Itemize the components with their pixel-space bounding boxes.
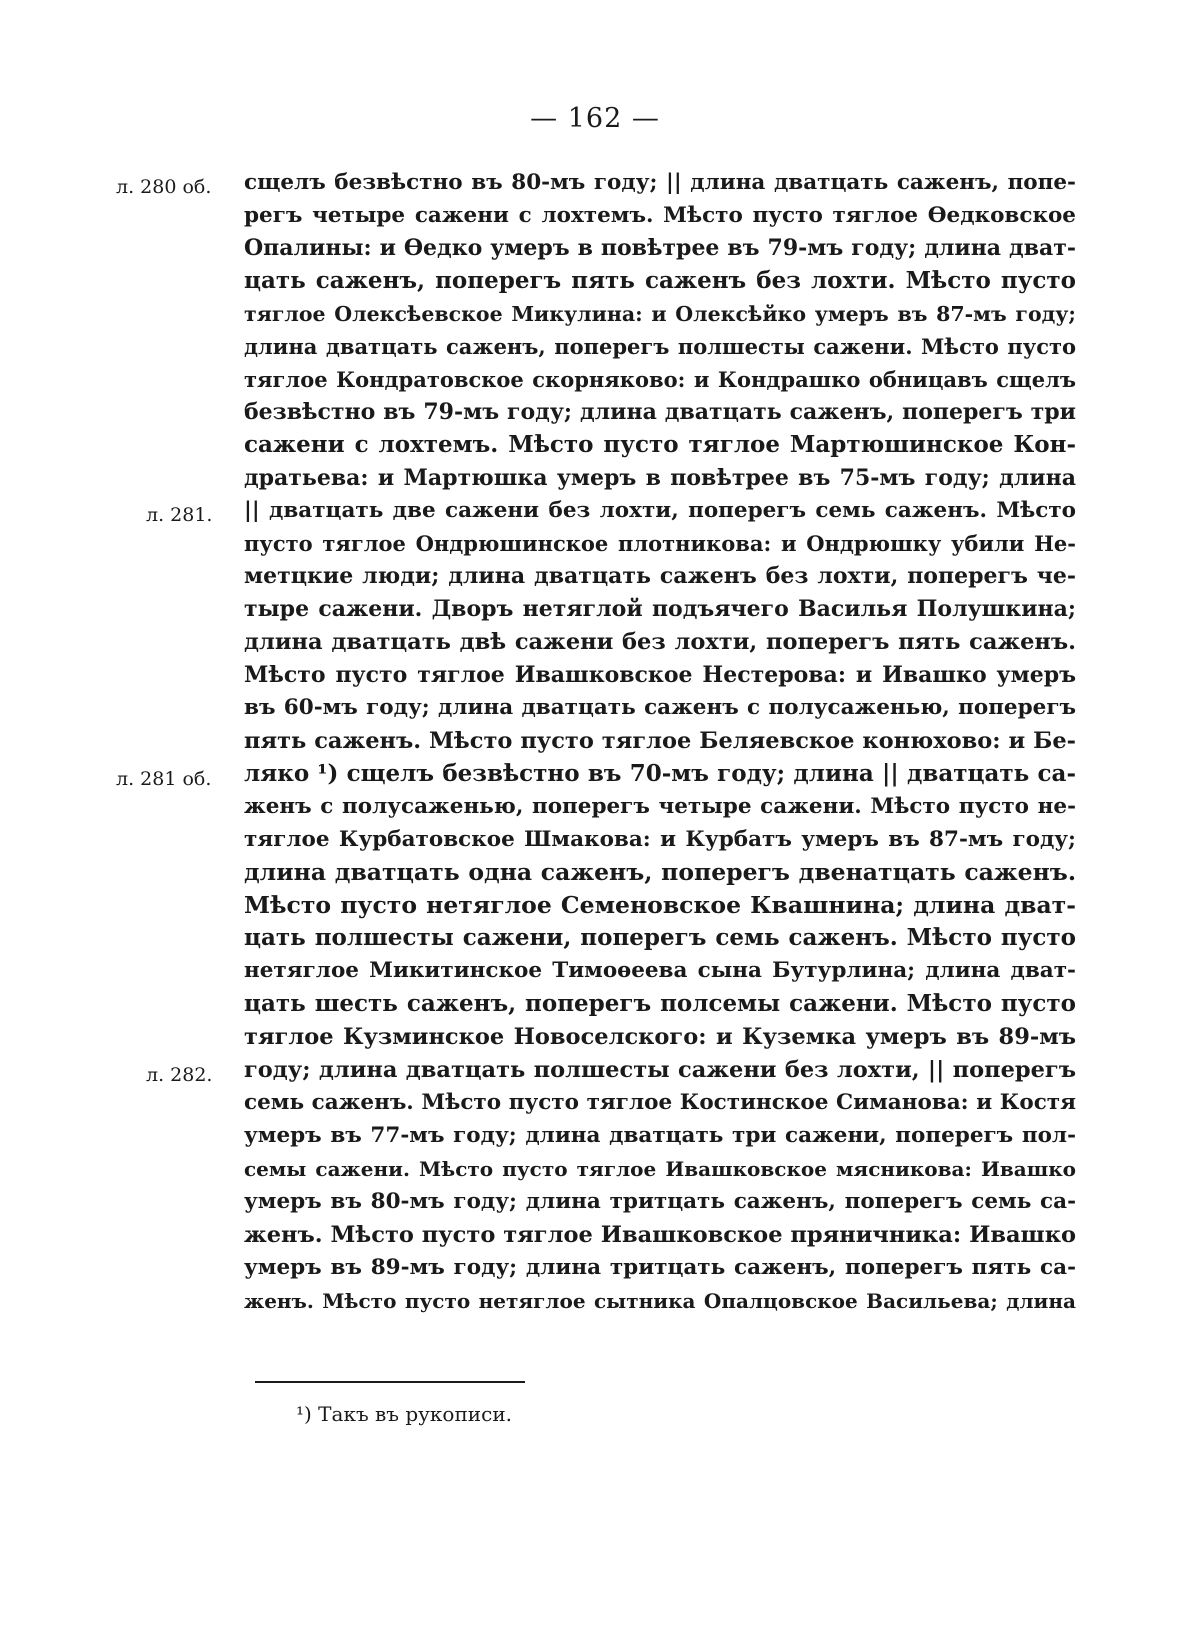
text-line: нетяглое Микитинское Тимоѳеева сына Бутурлина; длина дват- (244, 958, 1076, 983)
text-line: тяглое Кузминское Новоселского: и Куземка умеръ въ 89-мъ (244, 1024, 1076, 1050)
text-line: длина дватцать саженъ, поперегъ полшесты сажени. Мѣсто пусто (244, 334, 1076, 359)
text-line: сщелъ безвѣстно въ 80-мъ году; || длина дватцать саженъ, попе- (244, 170, 1076, 195)
text-line: длина дватцать двѣ сажени без лохти, поперегъ пять саженъ. (244, 629, 1076, 655)
text-line: цать саженъ, поперегъ пять саженъ без лохти. Мѣсто пусто (244, 267, 1076, 294)
page-number: — 162 — (530, 103, 660, 134)
margin-note-leaf-282: л. 282. (146, 1064, 213, 1086)
margin-note-leaf-281: л. 281. (146, 504, 213, 526)
text-line: безвѣстно въ 79-мъ году; длина дватцать саженъ, поперегъ три (244, 399, 1076, 425)
text-line: пусто тяглое Ондрюшинское плотникова: и Ондрюшку убили Не- (244, 531, 1076, 556)
margin-note-leaf-281-verso: л. 281 об. (116, 768, 212, 790)
text-line: Мѣсто пусто нетяглое Семеновское Квашнина; длина дват- (244, 891, 1076, 919)
text-line: семь саженъ. Мѣсто пусто тяглое Костинское Симанова: и Костя (244, 1090, 1076, 1115)
text-line: тяглое Олексѣевское Микулина: и Олексѣйко умеръ въ 87-мъ году; (244, 302, 1076, 326)
text-line: женъ. Мѣсто пусто нетяглое сытника Опалцовское Васильева; длина (244, 1289, 1076, 1313)
text-line: метцкие люди; длина дватцать саженъ без лохти, поперегъ че- (244, 563, 1076, 589)
text-line: цать шесть саженъ, поперегъ полсемы сажени. Мѣсто пусто (244, 990, 1076, 1017)
margin-note-leaf-280-verso: л. 280 об. (116, 176, 212, 198)
text-line: сажени с лохтемъ. Мѣсто пусто тяглое Мартюшинское Кон- (244, 431, 1076, 458)
text-line: умеръ въ 77-мъ году; длина дватцать три сажени, поперегъ пол- (244, 1123, 1076, 1148)
text-line: Мѣсто пусто тяглое Ивашковское Нестерова: и Ивашко умеръ (244, 662, 1076, 688)
footnote-divider (255, 1381, 525, 1383)
text-line: женъ с полусаженью, поперегъ четыре сажени. Мѣсто пусто не- (244, 794, 1076, 819)
text-line: семы сажени. Мѣсто пусто тяглое Ивашковское мясникова: Ивашко (244, 1157, 1076, 1181)
text-line: въ 60-мъ году; длина дватцать саженъ с полусаженью, поперегъ (244, 695, 1076, 720)
text-line: Опалины: и Ѳедко умеръ в повѣтрее въ 79-мъ году; длина дват- (244, 235, 1076, 261)
text-line: || дватцать две сажени без лохти, поперегъ семь саженъ. Мѣсто (244, 498, 1076, 523)
text-line: женъ. Мѣсто пусто тяглое Ивашковское пряничника: Ивашко (244, 1222, 1076, 1248)
text-line: ляко ¹) сщелъ безвѣстно въ 70-мъ году; длина || дватцать са- (244, 760, 1076, 787)
text-line: тыре сажени. Дворъ нетяглой подъячего Василья Полушкина; (244, 596, 1076, 622)
text-line: умеръ въ 80-мъ году; длина тритцать саженъ, поперегъ семь са- (244, 1189, 1076, 1214)
footnote: ¹) Такъ въ рукописи. (296, 1402, 513, 1426)
text-line: пять саженъ. Мѣсто пусто тяглое Беляевское конюхово: и Бе- (244, 728, 1076, 754)
text-line: регъ четыре сажени с лохтемъ. Мѣсто пусто тяглое Ѳедковское (244, 203, 1076, 228)
text-line: году; длина дватцать полшесты сажени без лохти, || поперегъ (244, 1057, 1076, 1083)
text-line: длина дватцать одна саженъ, поперегъ двенатцать саженъ. (244, 858, 1076, 886)
text-line: умеръ въ 89-мъ году; длина тритцать саженъ, поперегъ пять са- (244, 1255, 1076, 1280)
text-line: тяглое Кондратовское скорняково: и Кондрашко обницавъ сщелъ (244, 367, 1076, 392)
text-line: тяглое Курбатовское Шмакова: и Курбатъ умеръ въ 87-мъ году; (244, 827, 1076, 852)
text-line: цать полшесты сажени, поперегъ семь саженъ. Мѣсто пусто (244, 924, 1076, 951)
text-line: дратьева: и Мартюшка умеръ в повѣтрее въ 75-мъ году; длина (244, 465, 1076, 491)
